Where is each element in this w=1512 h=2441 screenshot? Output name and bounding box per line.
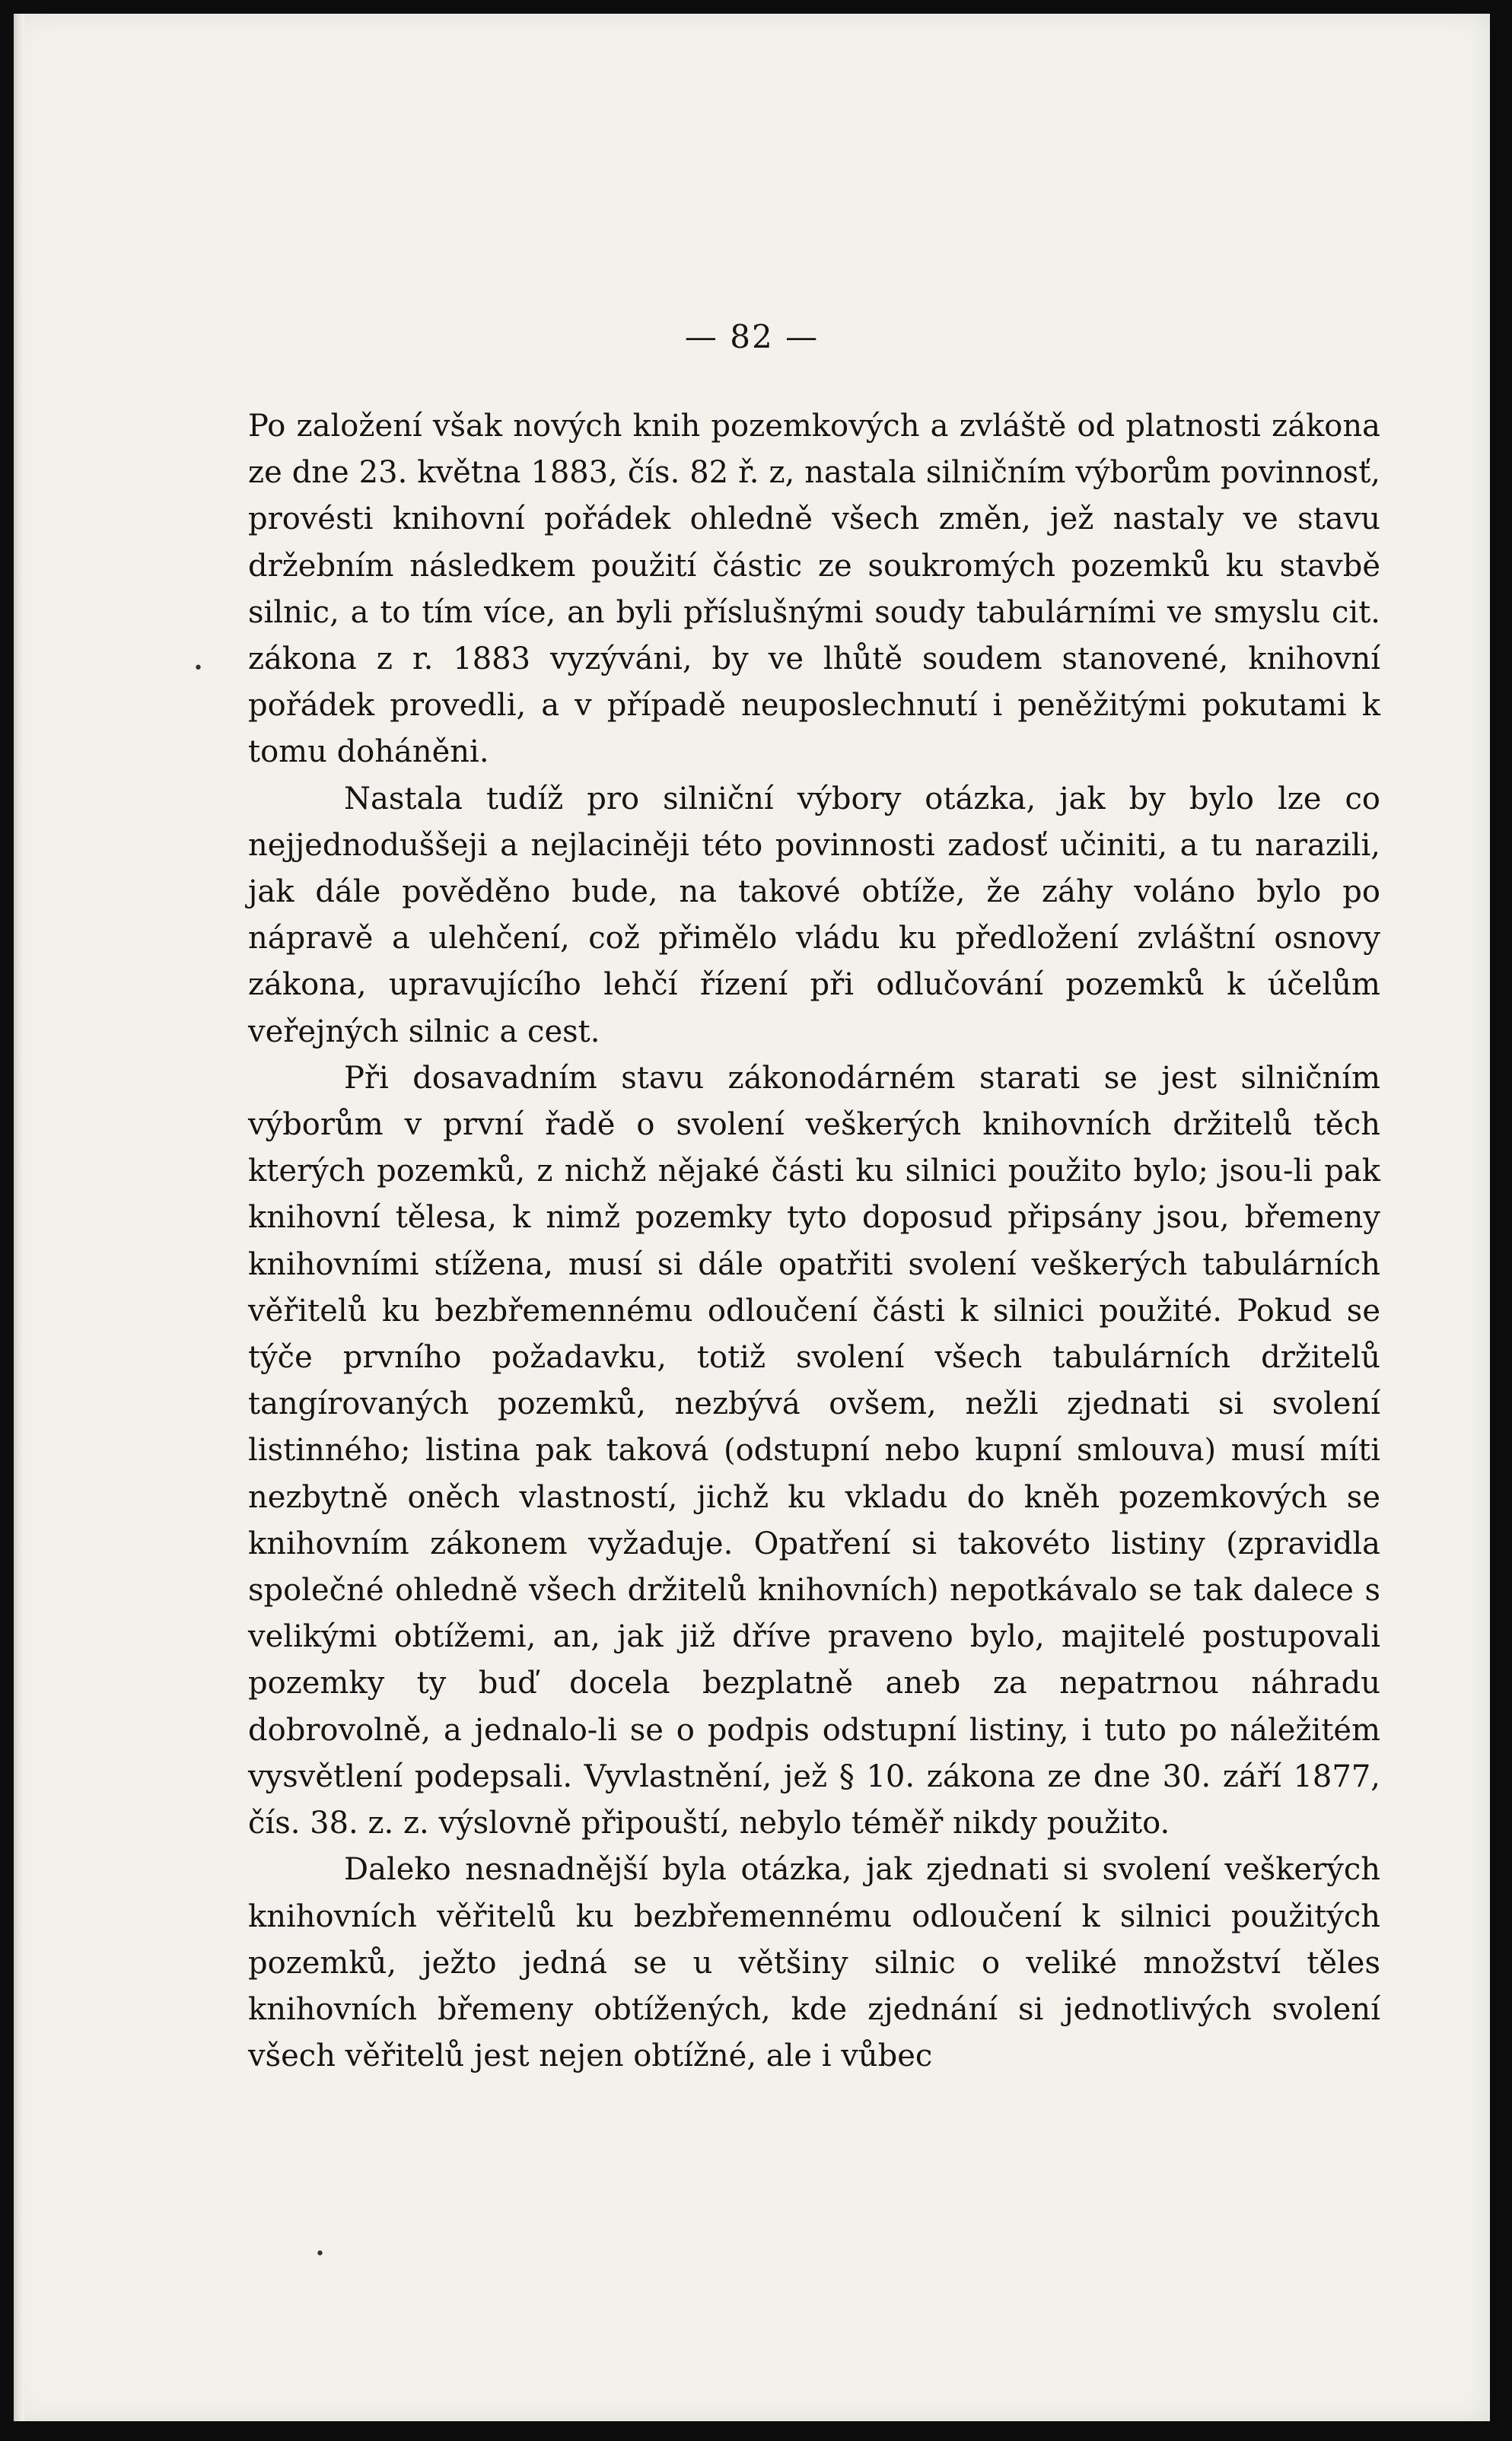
stray-dot-mark: • — [193, 659, 203, 678]
page-number: — 82 — — [684, 318, 820, 355]
stray-dot-mark: • — [315, 2245, 325, 2264]
body-text — [248, 403, 1380, 2080]
paragraph-2: Nastala tudíž pro silniční výbory otázka, jak by bylo lze co nejjednoduššeji a nejlaciněji této povinnosti zadosť učiniti, a tu narazili, jak dále pověděno bude, na takové obtíže, že záhy voláno bylo po nápravě a ulehčení, což přimělo vládu ku předložení zvláštní osnovy zákona, upravujícího lehčí řízení při odlučování pozemků k účelům veřejných silnic a cest. — [248, 781, 1380, 1049]
book-page — [14, 14, 1490, 2421]
paragraph-1: Po založení však nových knih pozemkových a zvláště od platnosti zákona ze dne 23. května 1883, čís. 82 ř. z, nastala silničním výborům povinnosť, provésti knihovní pořádek ohledně všech změn, jež nastaly ve stavu držebním následkem použití částic ze soukromých pozemků ku stavbě silnic, a to tím více, an byli příslušnými soudy tabulárními ve smyslu cit. zákona z r. 1883 vyzýváni, by ve lhůtě soudem stanovené, knihovní pořádek provedli, a v případě neuposlechnutí i peněžitými pokutami k tomu doháněni. — [248, 409, 1380, 770]
page-binding-edge — [14, 14, 24, 2421]
paragraph-4: Daleko nesnadnější byla otázka, jak zjednati si svolení veškerých knihovních věřitelů ku bezbřemennému odloučení k silnici použitých pozemků, ježto jedná se u většiny silnic o veliké množství těles knihovních břemeny obtížených, kde zjednání si jednotlivých svolení všech věřitelů jest nejen obtížné, ale i vůbec — [248, 1852, 1380, 2074]
paragraph-3: Při dosavadním stavu zákonodárném starati se jest silničním výborům v první řadě o svolení veškerých knihovních držitelů těch kterých pozemků, z nichž nějaké části ku silnici použito bylo; jsou-li pak knihovní tělesa, k nimž pozemky tyto doposud připsány jsou, břemeny knihovními stížena, musí si dále opatřiti svolení veškerých tabulárních věřitelů ku bezbřemennému odloučení části k silnici použité. Pokud se týče prvního požadavku, totiž svolení všech tabulárních držitelů tangírovaných pozemků, nezbývá ovšem, nežli zjednati si svolení listinného; listina pak taková (odstupní nebo kupní smlouva) musí míti nezbytně oněch vlastností, jichž ku vkladu do kněh pozemkových se knihovním zákonem vyžaduje. Opatření si takovéto listiny (zpravidla společné ohledně všech držitelů knihovních) nepotkávalo se tak dalece s velikými obtížemi, an, jak již dříve praveno bylo, majitelé postupovali pozemky ty buď docela bezplatně aneb za nepatrnou náhradu dobrovolně, a jednalo-li se o podpis odstupní listiny, i tuto po náležitém vysvětlení podepsali. Vyvlastnění, jež § 10. zákona ze dne 30. září 1877, čís. 38. z. z. výslovně připouští, nebylo téměř nikdy použito. — [248, 1060, 1380, 1841]
